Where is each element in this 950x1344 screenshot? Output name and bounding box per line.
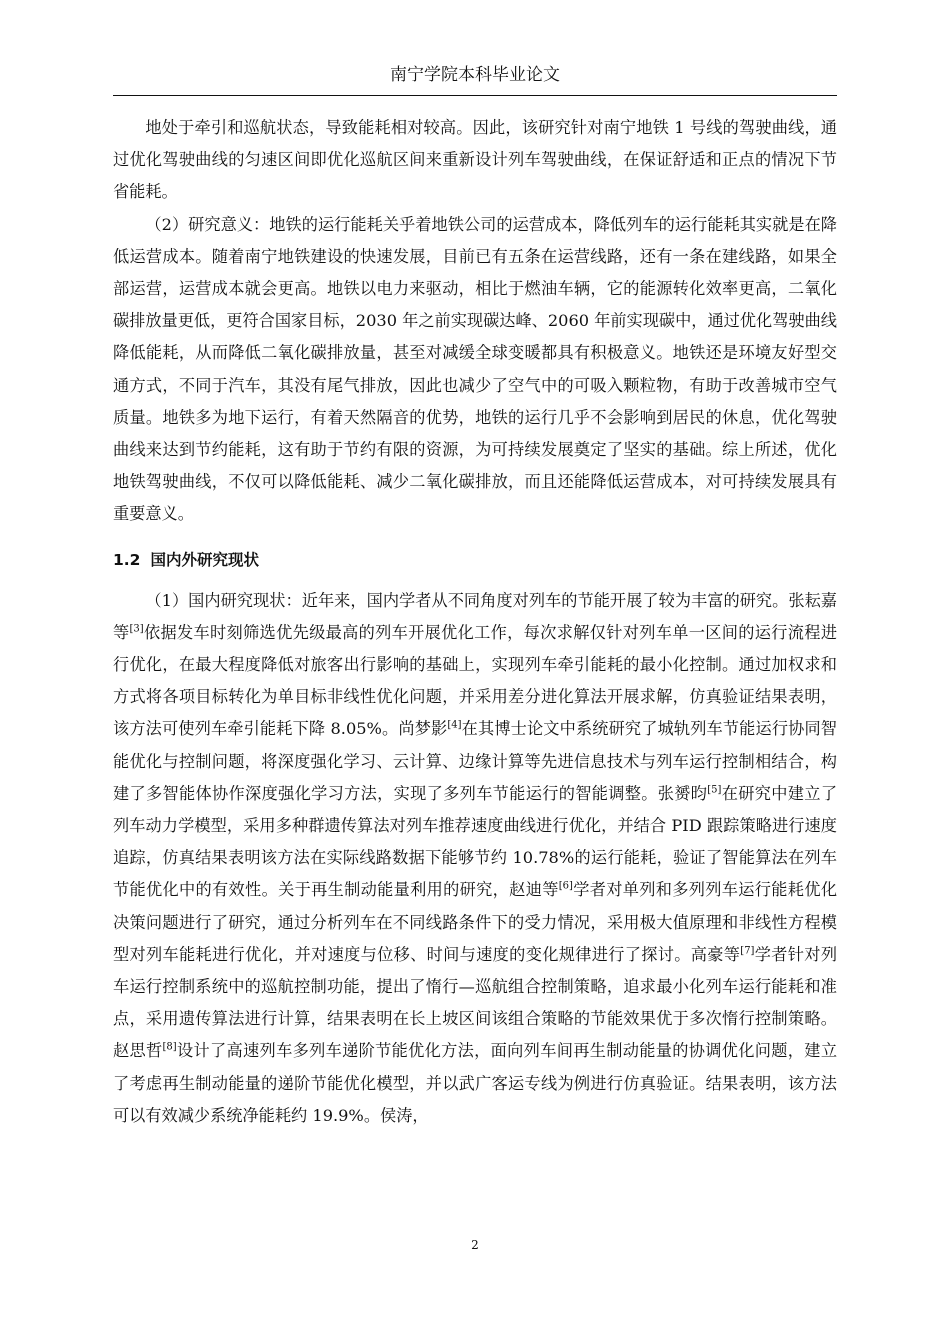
paragraph-research-significance: （2）研究意义：地铁的运行能耗关乎着地铁公司的运营成本，降低列车的运行能耗其实就是在降低运营成本。随着南宁地铁建设的快速发展，目前已有五条在运营线路，还有一条在建线路，如果全部运营，运营成本就会更高。地铁以电力来驱动，相比于燃油车辆，它的能源转化效率更高，二氧化碳排放量更低，更符合国家目标，2030 年之前实现碳达峰、2060 年前实现碳中，通过优化驾驶曲线降低能耗，从而降低二氧化碳排放量，甚至对减缓全球变暖都具有积极意义。地铁还是环境友好型交通方式，不同于汽车，其没有尾气排放，因此也减少了空气中的可吸入颗粒物，有助于改善城市空气质量。地铁多为地下运行，有着天然隔音的优势，地铁的运行几乎不会影响到居民的休息，优化驾驶曲线来达到节约能耗，这有助于节约有限的资源，为可持续发展奠定了坚实的基础。综上所述，优化地铁驾驶曲线，不仅可以降低能耗、减少二氧化碳排放，而且还能降低运营成本，对可持续发展具有重要意义。 bbox=[113, 214, 837, 524]
citation-ref: [6] bbox=[558, 881, 573, 893]
text-segment: （1）国内研究现状：近年来，国内学者从不同角度对列车的节能开展了较为丰富的研究。张耘嘉等 bbox=[113, 590, 837, 642]
page-number: 2 bbox=[471, 1238, 479, 1252]
citation-ref: [3] bbox=[129, 623, 144, 635]
text-segment: 设计了高速列车多列车递阶节能优化方法，面向列车间再生制动能量的协调优化问题，建立了考虑再生制动能量的递阶节能优化模型，并以武广客运专线为例进行仿真验证。结果表明，该方法可以有效减少系统净能耗约 19.9%。侯涛， bbox=[113, 1041, 838, 1125]
header-rule bbox=[113, 95, 837, 96]
text-segment: 在其博士论文中系统研究了城轨列车节能运行协同智能优化与控制问题，将深度强化学习、云计算、边缘计算等先进信息技术与列车运行控制相结合，构建了多智能体协作深度强化学习方法，实现了多列车节能运行的智能调整。张赟昀 bbox=[113, 719, 837, 803]
section-title: 国内外研究现状 bbox=[150, 550, 259, 569]
citation-ref: [7] bbox=[740, 945, 755, 957]
section-number: 1.2 bbox=[113, 550, 141, 569]
citation-ref: [4] bbox=[447, 720, 462, 732]
text-segment: 在研究中建立了列车动力学模型，采用多种群遗传算法对列车推荐速度曲线进行优化，并结合 PID 跟踪策略进行速度追踪，仿真结果表明该方法在实际线路数据下能够节约 10.78%的运行能耗，验证了智能算法在列车节能优化中的有效性。关于再生制动能量利用的研究，赵迪等 bbox=[113, 783, 838, 900]
section-heading bbox=[113, 545, 837, 575]
text-segment: 依据发车时刻筛选优先级最高的列车开展优化工作，每次求解仅针对列车单一区间的运行流程进行优化，在最大程度降低对旅客出行影响的基础上，实现列车牵引能耗的最小化控制。通过加权求和方式将各项目标转化为单目标非线性优化问题，并采用差分进化算法开展求解，仿真验证结果表明，该方法可使列车牵引能耗下降 8.05%。尚梦影 bbox=[113, 622, 838, 739]
citation-ref: [8] bbox=[162, 1042, 177, 1054]
body-text bbox=[113, 112, 837, 1132]
paragraph-continuation: 地处于牵引和巡航状态，导致能耗相对较高。因此，该研究针对南宁地铁 1 号线的驾驶曲线，通过优化驾驶曲线的匀速区间即优化巡航区间来重新设计列车驾驶曲线，在保证舒适和正点的情况下节省能耗。 bbox=[113, 118, 837, 202]
running-header: 南宁学院本科毕业论文 bbox=[390, 65, 560, 85]
citation-ref: [5] bbox=[707, 784, 722, 796]
text-segment: 学者对单列和多列列车运行能耗优化决策问题进行了研究，通过分析列车在不同线路条件下的受力情况，采用极大值原理和非线性方程模型对列车能耗进行优化，并对速度与位移、时间与速度的变化规律进行了探讨。高豪等 bbox=[113, 880, 838, 964]
paragraph-domestic-research bbox=[113, 585, 837, 1132]
text-segment: 学者针对列车运行控制系统中的巡航控制功能，提出了惰行—巡航组合控制策略，追求最小化列车运行能耗和准点，采用遗传算法进行计算，结果表明在长上坡区间该组合策略的节能效果优于多次惰行控制策略。赵思哲 bbox=[113, 944, 838, 1061]
